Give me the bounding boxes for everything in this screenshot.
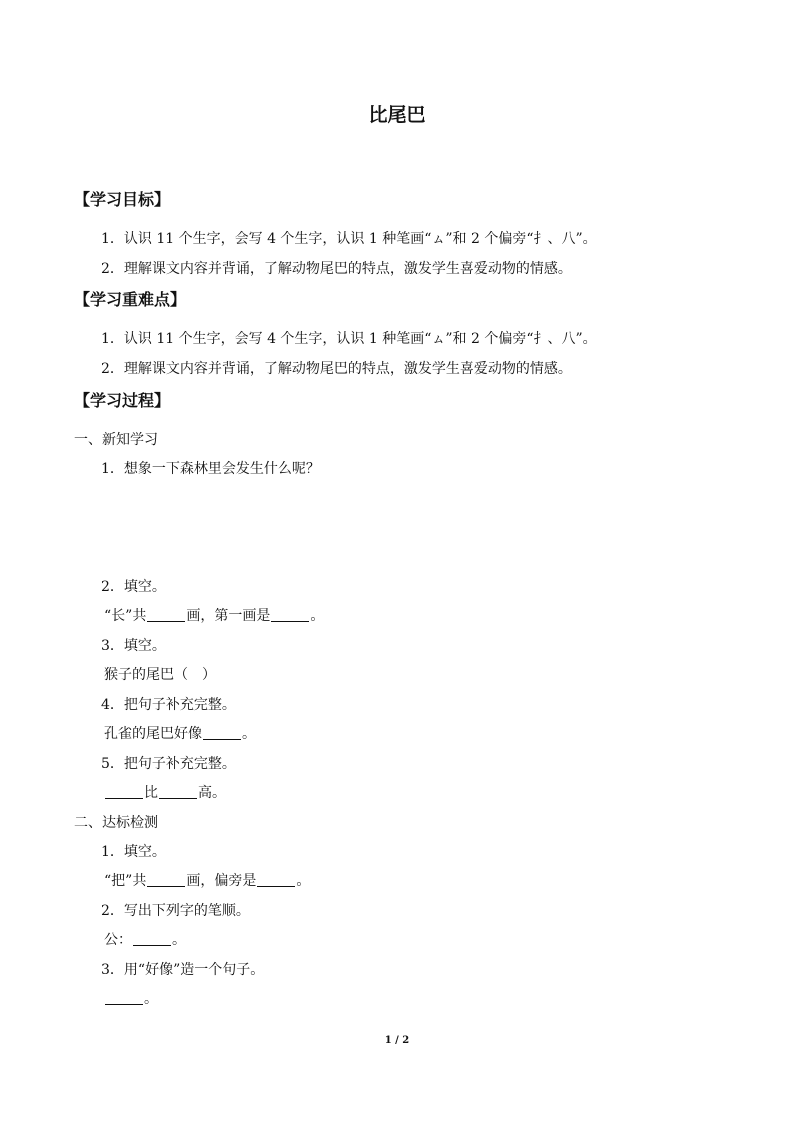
fill-text: 。 [242, 726, 256, 742]
key-points-item-2: 2．理解课文内容并背诵，了解动物尾巴的特点，激发学生喜爱动物的情感。 [101, 361, 572, 377]
fill-text: 。 [144, 991, 158, 1007]
part2-question-3: 3．用“好像”造一个句子。 [101, 962, 265, 978]
part2-question-1-fill [104, 874, 310, 888]
part2-question-2-fill [104, 933, 186, 947]
answer-blank[interactable] [133, 945, 171, 946]
part1-question-5: 5．把句子补充完整。 [101, 756, 236, 772]
answer-blank[interactable] [257, 886, 295, 887]
fill-text: 画，第一画是 [186, 608, 271, 624]
fill-text: “长”共 [104, 608, 147, 624]
part1-question-4: 4．把句子补充完整。 [101, 697, 236, 713]
part2-heading: 二、达标检测 [74, 815, 158, 831]
fill-text: 高。 [198, 785, 226, 801]
part1-question-4-fill [104, 727, 256, 741]
part1-question-2-fill [104, 609, 324, 623]
goals-item-1: 1．认识 11 个生字，会写 4 个生字，认识 1 种笔画“ㇺ”和 2 个偏旁“扌、八”。 [101, 231, 597, 247]
goals-heading: 【学习目标】 [74, 190, 171, 209]
fill-text: “把”共 [104, 873, 147, 889]
answer-blank[interactable] [105, 1004, 143, 1005]
process-heading: 【学习过程】 [74, 391, 171, 410]
part2-question-1: 1．填空。 [101, 844, 166, 860]
answer-blank[interactable] [203, 739, 241, 740]
key-points-item-1: 1．认识 11 个生字，会写 4 个生字，认识 1 种笔画“ㇺ”和 2 个偏旁“扌、八”。 [101, 331, 597, 347]
answer-blank[interactable] [159, 798, 197, 799]
answer-blank[interactable] [147, 886, 185, 887]
fill-text: 孔雀的尾巴好像 [104, 726, 202, 742]
part2-question-2: 2．写出下列字的笔顺。 [101, 903, 250, 919]
answer-blank[interactable] [147, 621, 185, 622]
part1-question-2: 2．填空。 [101, 579, 166, 595]
fill-text: 画，偏旁是 [186, 873, 257, 889]
fill-text: 。 [296, 873, 311, 889]
part1-question-3-fill: 猴子的尾巴（ ） [104, 667, 216, 683]
goals-item-2: 2．理解课文内容并背诵，了解动物尾巴的特点，激发学生喜爱动物的情感。 [101, 261, 572, 277]
part1-question-1: 1．想象一下森林里会发生什么呢？ [101, 461, 320, 477]
fill-text: 。 [172, 932, 186, 948]
part1-question-3: 3．填空。 [101, 638, 166, 654]
key-points-heading: 【学习重难点】 [74, 290, 187, 309]
answer-blank[interactable] [105, 798, 143, 799]
part2-question-3-fill [104, 992, 158, 1006]
page-number: 1 / 2 [384, 1035, 410, 1046]
answer-blank[interactable] [271, 621, 309, 622]
fill-text: 公： [104, 932, 132, 948]
fill-text: 比 [144, 785, 158, 801]
part1-question-5-fill [104, 786, 226, 800]
part1-heading: 一、新知学习 [74, 432, 158, 448]
document-title: 比尾巴 [368, 104, 426, 126]
fill-text: 。 [310, 608, 325, 624]
